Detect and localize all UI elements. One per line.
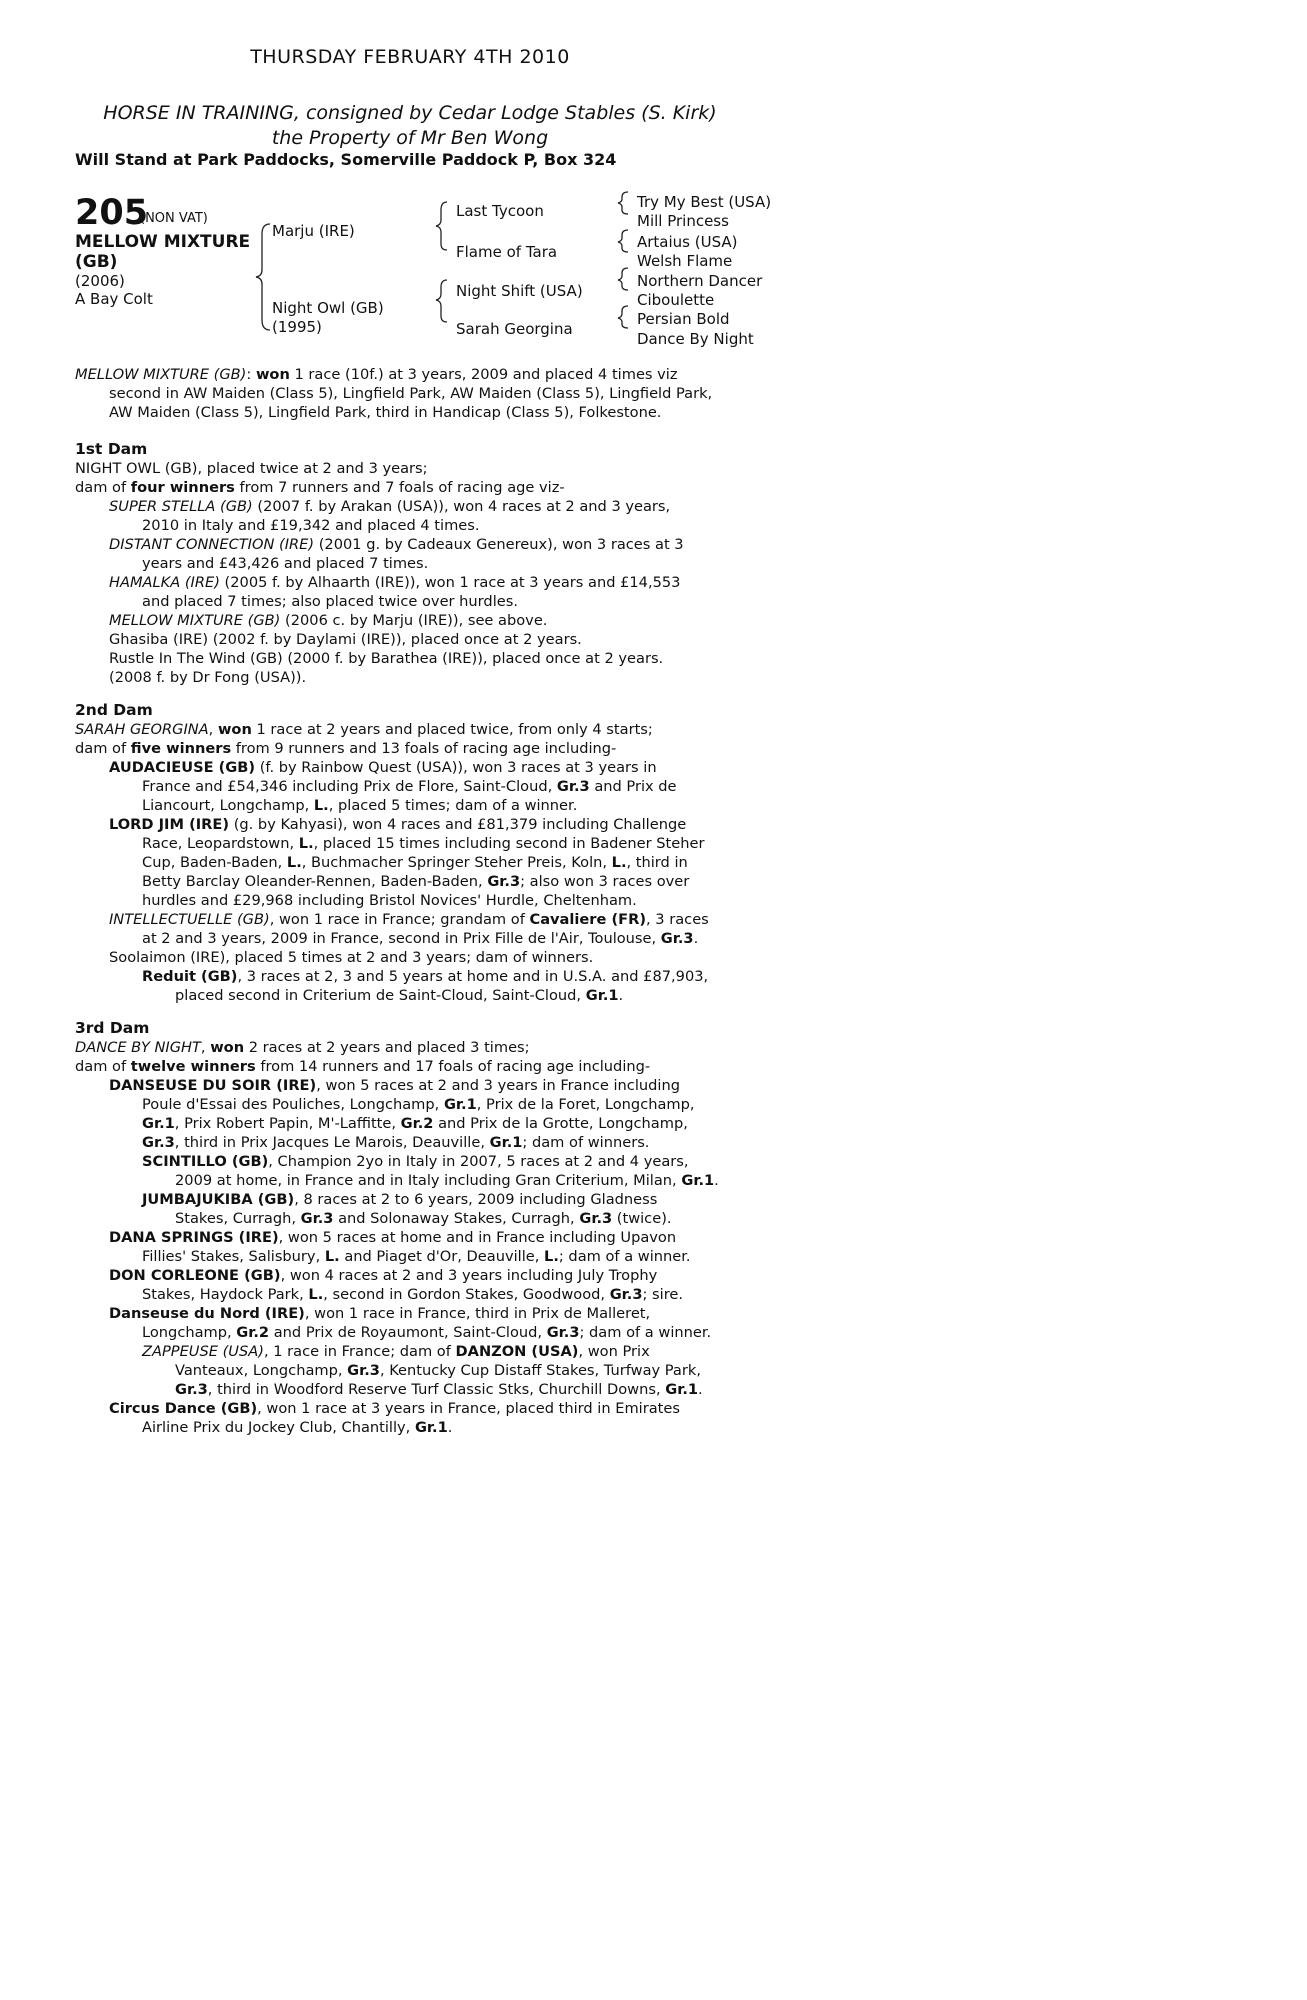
horse-year: (2006) xyxy=(75,272,125,290)
won-label: won xyxy=(255,366,290,383)
property-line: the Property of Mr Ben Wong xyxy=(271,127,549,149)
brace-gen3-3 xyxy=(618,268,628,290)
pedigree-gen3-8: Dance By Night xyxy=(637,330,754,348)
second-dam-section: SARAH GEORGINA, won 1 race at 2 years and placed twice, from only 4 starts; dam of five winners from 9 runners and 13 foals of racing age including- AUDACIEUSE (GB) (f. by Rainbow Quest (USA)), won 3 races at 3 years in France and £54,346 including Prix de Flore, Saint-Cloud, Gr.3 and Prix de Liancourt, Longchamp, L., placed 5 times; dam of a winner. LORD JIM (IRE) (g. by Kahyasi), won 4 races and £81,379 including Challenge Race, Leopardstown, L., placed 15 times including second in Badener Steher Cup, Baden-Baden, L., Buchmacher Springer Steher Preis, Koln, L., third in Betty Barclay Oleander-Rennen, Baden-Baden, Gr.3; also won 3 races over hurdles and £29,968 including Bristol Novices' Hurdle, Cheltenham. INTELLECTUELLE (GB), won 1 race in France; grandam of Cavaliere (FR), 3 races at 2 and 3 years, 2009 in France, second in Prix Fille de l'Air, Toulouse, Gr.3. Soolaimon (IRE), placed 5 times at 2 and 3 years; dam of winners. Reduit (GB), 3 races at 2, 3 and 5 years at home and in U.S.A. and £87,903, placed second in Criterium de Saint-Cloud, Saint-Cloud, Gr.1. xyxy=(75,721,709,1004)
pedigree-gen3-5: Northern Dancer xyxy=(637,272,763,290)
pedigree-gen3-3: Artaius (USA) xyxy=(637,233,738,251)
horse-name-line2: (GB) xyxy=(75,252,118,272)
brace-gen3-1 xyxy=(618,192,628,214)
brace-gen2-dam xyxy=(436,280,447,322)
pedigree-gen3-2: Mill Princess xyxy=(637,212,729,230)
brace-gen1 xyxy=(256,224,270,330)
racing-record: MELLOW MIXTURE (GB): won 1 race (10f.) at 3 years, 2009 and placed 4 times viz second in AW Maiden (Class 5), Lingfield Park, AW Maiden (Class 5), Lingfield Park, AW Maiden (Class 5), Lingfield Park, third in Handicap (Class 5), Folkestone. xyxy=(75,366,713,421)
pedigree-gen3-7: Persian Bold xyxy=(637,310,730,328)
pedigree-dam: Night Owl (GB) xyxy=(272,299,384,317)
third-dam-heading: 3rd Dam xyxy=(75,1019,150,1037)
brace-gen3-4 xyxy=(618,306,628,328)
pedigree-gen3-4: Welsh Flame xyxy=(637,252,733,270)
sale-date: THURSDAY FEBRUARY 4TH 2010 xyxy=(250,46,570,68)
third-dam-section: DANCE BY NIGHT, won 2 races at 2 years and placed 3 times; dam of twelve winners from 14 runners and 17 foals of racing age including- DANSEUSE DU SOIR (IRE), won 5 races at 2 and 3 years in France including Poule d'Essai des Pouliches, Longchamp, Gr.1, Prix de la Foret, Longchamp, Gr.1, Prix Robert Papin, M'-Laffitte, Gr.2 and Prix de la Grotte, Longchamp, Gr.3, third in Prix Jacques Le Marois, Deauville, Gr.1; dam of winners. SCINTILLO (GB), Champion 2yo in Italy in 2007, 5 races at 2 and 4 years, 2009 at home, in France and in Italy including Gran Criterium, Milan, Gr.1. JUMBAJUKIBA (GB), 8 races at 2 to 6 years, 2009 including Gladness Stakes, Curragh, Gr.3 and Solonaway Stakes, Curragh, Gr.3 (twice). DANA SPRINGS (IRE), won 5 races at home and in France including Upavon Fillies' Stakes, Salisbury, L. and Piaget d'Or, Deauville, L.; dam of a winner. DON CORLEONE (GB), won 4 races at 2 and 3 years including July Trophy Stakes, Haydock Park, L., second in Gordon Stakes, Goodwood, Gr.3; sire. Danseuse du Nord (IRE), won 1 race in France, third in Prix de Malleret, Longchamp, Gr.2 and Prix de Royaumont, Saint-Cloud, Gr.3; dam of a winner. ZAPPEUSE (USA), 1 race in France; dam of DANZON (USA), won Prix Vanteaux, Longchamp, Gr.3, Kentucky Cup Distaff Stakes, Turfway Park, Gr.3, third in Woodford Reserve Turf Classic Stks, Churchill Downs, Gr.1. Circus Dance (GB), won 1 race at 3 years in France, placed third in Emirates Airline Prix du Jockey Club, Chantilly, Gr.1. xyxy=(75,1039,719,1436)
consignment-line: HORSE IN TRAINING, consigned by Cedar Lodge Stables (S. Kirk) xyxy=(103,102,717,124)
vat-status: (NON VAT) xyxy=(140,211,208,226)
record-horse-name: MELLOW MIXTURE (GB) xyxy=(75,366,247,383)
horse-name-line1: MELLOW MIXTURE xyxy=(75,232,251,252)
horse-name xyxy=(75,232,255,272)
pedigree-dam-sire: Night Shift (USA) xyxy=(456,282,583,300)
first-dam-section: NIGHT OWL (GB), placed twice at 2 and 3 years; dam of four winners from 7 runners and 7 foals of racing age viz- SUPER STELLA (GB) (2007 f. by Arakan (USA)), won 4 races at 2 and 3 years, 2010 in Italy and £19,342 and placed 4 times. DISTANT CONNECTION (IRE) (2001 g. by Cadeaux Genereux), won 3 races at 3 years and £43,426 and placed 7 times. HAMALKA (IRE) (2005 f. by Alhaarth (IRE)), won 1 race at 3 years and £14,553 and placed 7 times; also placed twice over hurdles. MELLOW MIXTURE (GB) (2006 c. by Marju (IRE)), see above. Ghasiba (IRE) (2002 f. by Daylami (IRE)), placed once at 2 years. Rustle In The Wind (GB) (2000 f. by Barathea (IRE)), placed once at 2 years. (2008 f. by Dr Fong (USA)). xyxy=(75,460,684,686)
second-dam-heading: 2nd Dam xyxy=(75,701,153,719)
pedigree-dam-year: (1995) xyxy=(272,318,322,336)
lot-number: 205 xyxy=(75,193,149,233)
first-dam-heading: 1st Dam xyxy=(75,440,148,458)
standing-line: Will Stand at Park Paddocks, Somerville Paddock P, Box 324 xyxy=(75,150,617,169)
pedigree-sire-dam: Flame of Tara xyxy=(456,243,558,261)
pedigree-gen3-1: Try My Best (USA) xyxy=(637,193,772,211)
pedigree-sire: Marju (IRE) xyxy=(272,222,355,240)
brace-gen2-sire xyxy=(436,202,447,250)
pedigree-gen3-6: Ciboulette xyxy=(637,291,715,309)
catalogue-body xyxy=(75,365,755,1437)
pedigree-sire-sire: Last Tycoon xyxy=(456,202,544,220)
brace-gen3-2 xyxy=(618,230,628,252)
pedigree-dam-dam: Sarah Georgina xyxy=(456,320,573,338)
horse-description: A Bay Colt xyxy=(75,290,153,308)
